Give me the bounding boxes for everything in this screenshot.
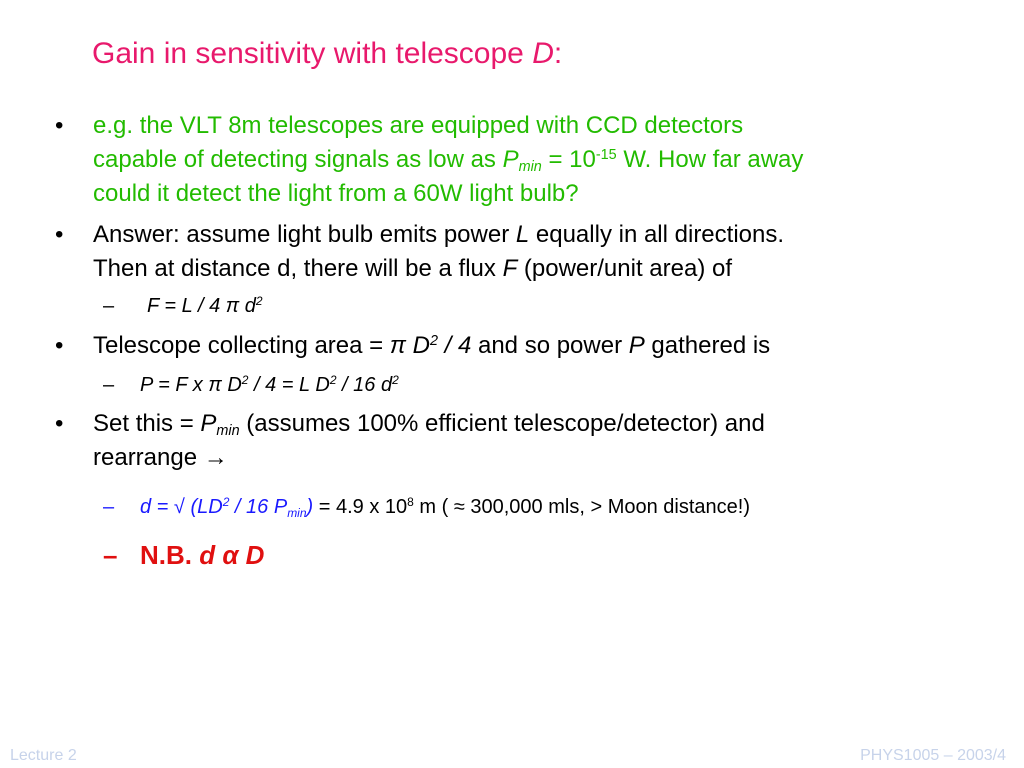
formula-text: / 16 P <box>229 496 288 518</box>
bullet-line: rearrange → <box>93 444 228 471</box>
footer-lecture: Lecture 2 <box>10 747 77 764</box>
formula-text: d = √ (LD <box>140 496 223 518</box>
text-span: W. How far away <box>616 146 804 173</box>
subscript-min: min <box>216 423 240 440</box>
var-p: P <box>200 410 217 437</box>
bullet-set-pmin <box>55 407 993 475</box>
exponent: 2 <box>222 495 230 510</box>
nb-label: N.B. <box>140 540 200 570</box>
exponent: -15 <box>595 147 617 164</box>
exponent: 2 <box>255 294 263 309</box>
text-span: Set this = <box>93 410 201 437</box>
bullet-line <box>93 252 993 286</box>
exponent: 8 <box>407 495 414 510</box>
sub-item-power-formula <box>103 372 1000 398</box>
formula-text: / 16 d <box>336 374 393 396</box>
dash-marker: – <box>103 496 115 518</box>
text-span: (power/unit area) of <box>517 255 733 282</box>
dash-marker: – <box>103 540 118 570</box>
bullet-collecting-area <box>55 329 993 363</box>
bullet-marker: • <box>55 332 64 359</box>
bullet-line <box>93 329 993 363</box>
formula-text: P = F x π D <box>140 374 242 396</box>
slide-title <box>92 34 562 74</box>
subscript-min: min <box>518 159 542 176</box>
title-colon: : <box>553 37 563 70</box>
formula-text: F = L / 4 π d <box>147 295 256 317</box>
title-text: Gain in sensitivity with telescope <box>92 37 533 70</box>
result-text: = 4.9 x 10 <box>313 496 408 518</box>
bullet-line <box>93 218 993 252</box>
text-span: gathered is <box>644 332 771 359</box>
bullet-answer <box>55 218 993 286</box>
bullet-marker: • <box>55 410 64 437</box>
exponent: 2 <box>241 373 249 388</box>
distance-formula <box>140 496 313 518</box>
bullet-line: e.g. the VLT 8m telescopes are equipped with CCD detectors <box>93 112 744 139</box>
dash-marker: – <box>103 374 115 396</box>
bullet-vlt-example <box>55 109 993 211</box>
text-span: Answer: assume light bulb emits power <box>93 221 516 248</box>
bullet-marker: • <box>55 112 64 139</box>
formula-text: / 4 = L D <box>248 374 330 396</box>
exponent: 2 <box>429 333 438 350</box>
var-p: P <box>502 146 519 173</box>
bullet-marker: • <box>55 221 64 248</box>
var-l: L <box>515 221 530 248</box>
subscript-min: min <box>287 505 307 520</box>
text-span: equally in all directions. <box>529 221 785 248</box>
text-span: and so power <box>471 332 629 359</box>
bullet-line: could it detect the light from a 60W light bulb? <box>93 180 579 207</box>
sub-item-flux-formula <box>103 293 1007 319</box>
formula-text: / 4 <box>437 332 472 359</box>
formula-text: π D <box>389 332 430 359</box>
sub-item-distance-result <box>103 494 1000 520</box>
text-span: Telescope collecting area = <box>93 332 390 359</box>
bullet-line <box>93 407 993 441</box>
exponent: 2 <box>392 373 399 388</box>
nb-expression: d α D <box>199 540 265 570</box>
dash-marker: – <box>103 295 115 317</box>
text-span: Then at distance d, there will be a flux <box>93 255 503 282</box>
var-p: P <box>628 332 645 359</box>
formula-text: ) <box>306 496 314 518</box>
result-text: m ( ≈ 300,000 mls, > Moon distance!) <box>413 496 750 518</box>
title-variable: D <box>532 37 554 70</box>
text-span: = 10 <box>541 146 596 173</box>
footer-course: PHYS1005 – 2003/4 <box>860 747 1006 764</box>
text-span: (assumes 100% efficient telescope/detector) and <box>239 410 765 437</box>
exponent: 2 <box>329 373 337 388</box>
var-f: F <box>502 255 518 282</box>
text-span: capable of detecting signals as low as <box>93 146 503 173</box>
bullet-line <box>93 143 993 177</box>
nb-proportionality <box>103 538 265 572</box>
